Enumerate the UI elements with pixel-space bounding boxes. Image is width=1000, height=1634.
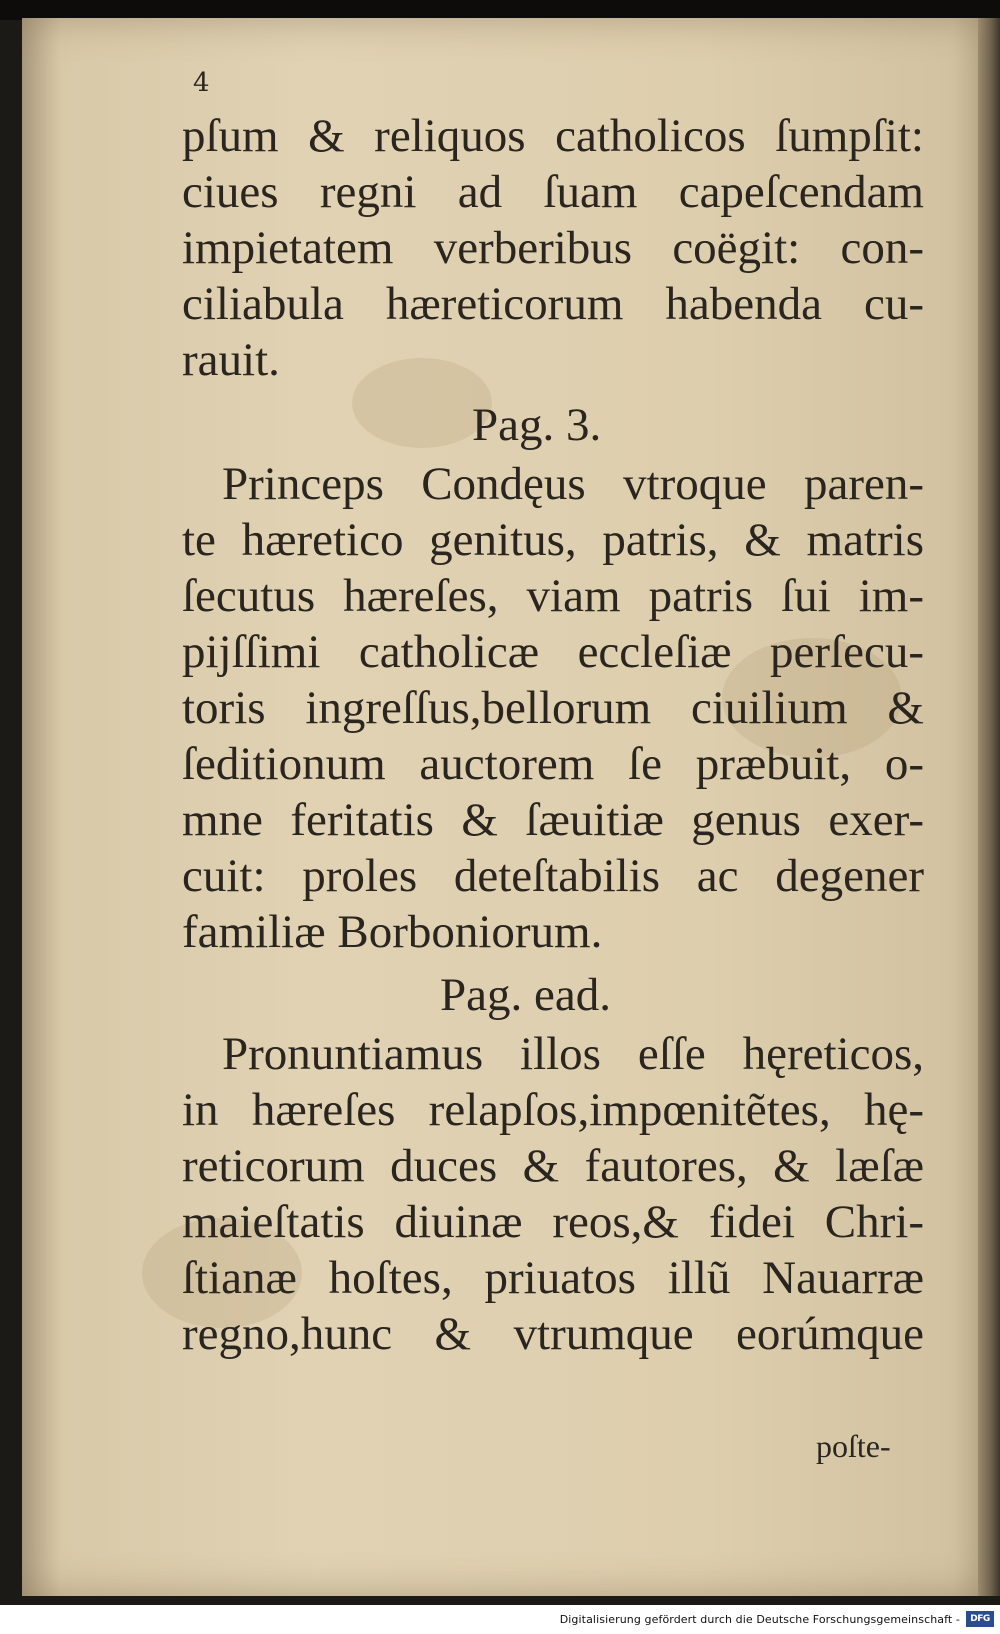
text-line: rauit. bbox=[182, 334, 280, 386]
section-heading: Pag. 3. bbox=[472, 399, 602, 451]
text-line: pijſſimi catholicæ eccleſiæ perſecu- bbox=[182, 626, 924, 678]
text-line: te hæretico genitus, patris, & matris bbox=[182, 514, 924, 566]
text-line: toris ingreſſus,bellorum ciuilium & bbox=[182, 682, 924, 734]
text-line: reticorum duces & fautores, & læſæ bbox=[182, 1140, 924, 1192]
text-line: Princeps Condęus vtroque paren- bbox=[222, 458, 924, 510]
dfg-logo: DFG bbox=[966, 1611, 994, 1627]
scan-top-border bbox=[0, 0, 1000, 20]
paragraph-1 bbox=[182, 108, 924, 388]
paragraph-3 bbox=[182, 1026, 924, 1362]
paragraph-2 bbox=[182, 456, 924, 960]
text-line: familiæ Borboniorum. bbox=[182, 906, 603, 958]
page-number: 4 bbox=[193, 68, 210, 98]
text-line: in hæreſes relapſos,impœnitẽtes, hę- bbox=[182, 1084, 924, 1136]
text-line: regno,hunc & vtrumque eorúmque bbox=[182, 1308, 924, 1360]
text-line: Pronuntiamus illos eſſe hęreticos, bbox=[222, 1028, 924, 1080]
text-line: ciues regni ad ſuam capeſcendam bbox=[182, 166, 924, 218]
text-line: mne feritatis & ſæuitiæ genus exer- bbox=[182, 794, 924, 846]
text-line: ciliabula hæreticorum habenda cu- bbox=[182, 278, 924, 330]
book-gutter-edge bbox=[978, 18, 1000, 1596]
text-line: ſecutus hæreſes, viam patris ſui im- bbox=[182, 570, 924, 622]
text-line: pſum & reliquos catholicos ſumpſit: bbox=[182, 110, 924, 162]
text-line: ſeditionum auctorem ſe præbuit, o- bbox=[182, 738, 924, 790]
funding-credit: Digitalisierung gefördert durch die Deutsche Forschungsgemeinschaft - bbox=[559, 1613, 960, 1626]
catchword: poſte- bbox=[816, 1428, 891, 1464]
text-line: maieſtatis diuinæ reos,& fidei Chri- bbox=[182, 1196, 924, 1248]
text-line: cuit: proles deteſtabilis ac degener bbox=[182, 850, 924, 902]
section-heading: Pag. ead. bbox=[440, 969, 611, 1021]
digitization-footer bbox=[0, 1605, 1000, 1634]
text-line: ſtianæ hoſtes, priuatos illũ Nauarræ bbox=[182, 1252, 924, 1304]
text-line: impietatem verberibus coëgit: con- bbox=[182, 222, 924, 274]
